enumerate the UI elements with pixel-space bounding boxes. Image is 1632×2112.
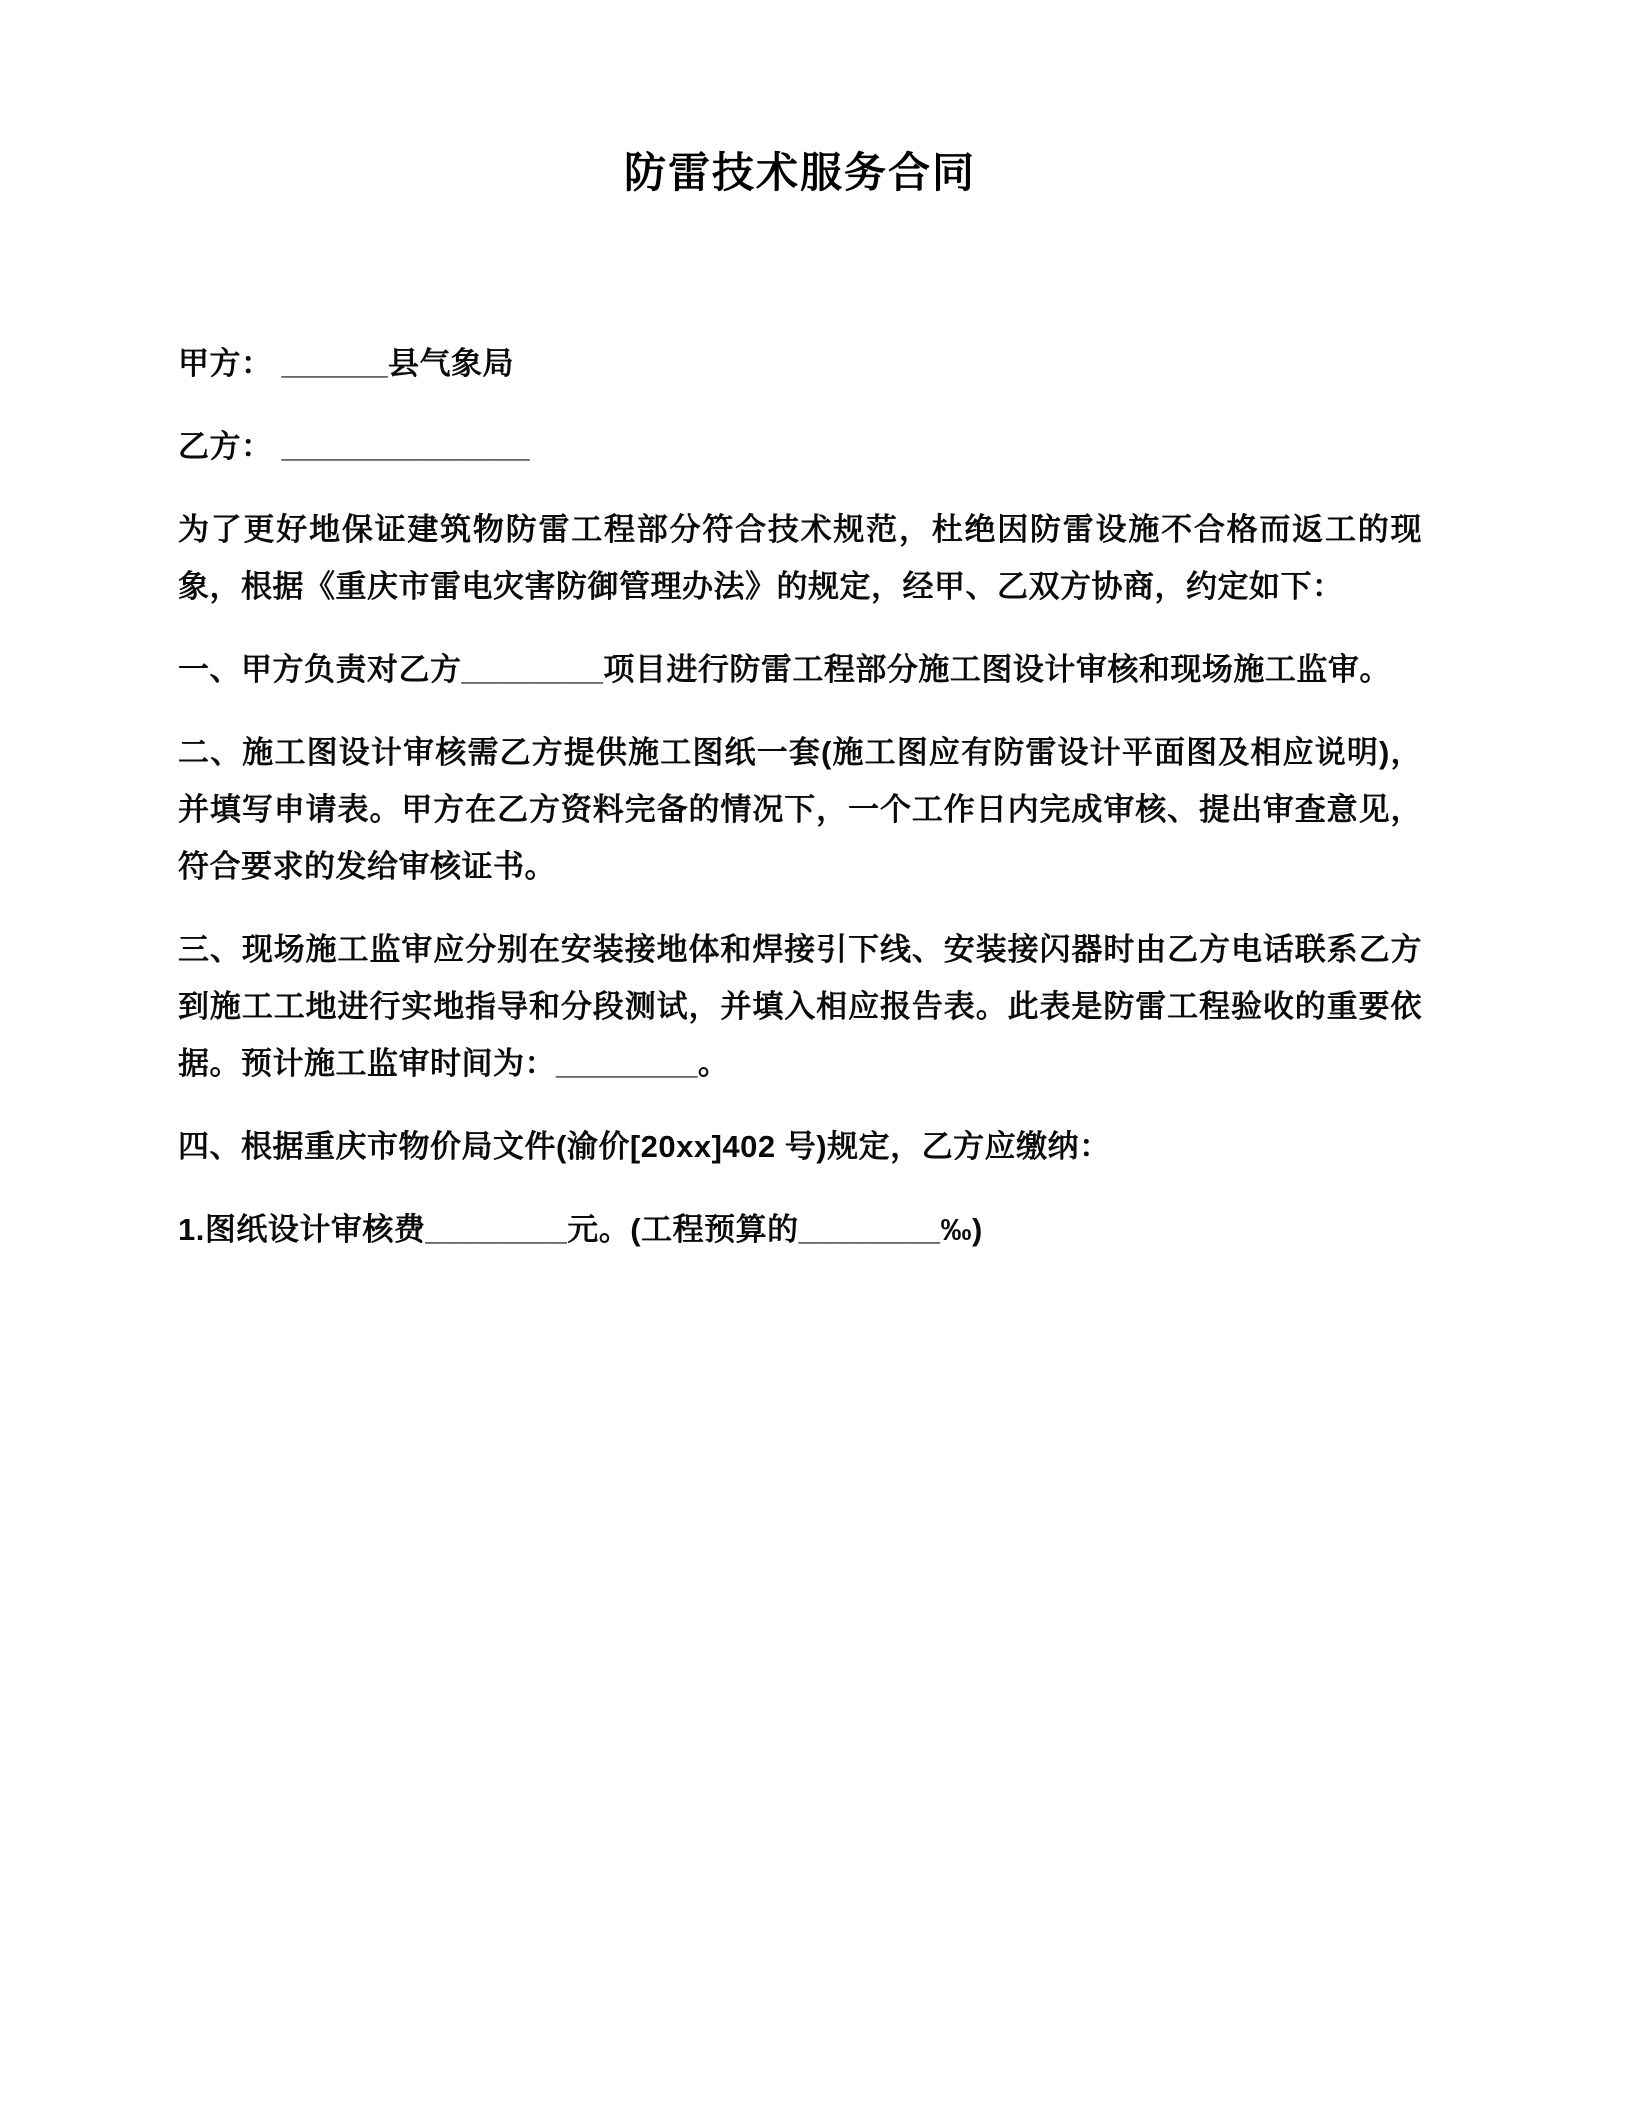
- document-title: 防雷技术服务合同: [623, 149, 976, 196]
- party-a-line: 甲方： ______县气象局: [178, 346, 515, 381]
- clause-3-paragraph: 三、现场施工监审应分别在安装接地体和焊接引下线、安装接闪器时由乙方电话联系乙方到施工工地进行实地指导和分段测试，并填入相应报告表。此表是防雷工程验收的重要依据。预计施工监审时间为：________。: [178, 932, 1422, 1081]
- clause-1-paragraph: 一、甲方负责对乙方________项目进行防雷工程部分施工图设计审核和现场施工监审。: [178, 652, 1391, 687]
- document-body: [178, 335, 1422, 1258]
- fee-item-1-paragraph: 1.图纸设计审核费________元。(工程预算的________‰): [178, 1212, 983, 1247]
- preamble-paragraph: 为了更好地保证建筑物防雷工程部分符合技术规范，杜绝因防雷设施不合格而返工的现象，根据《重庆市雷电灾害防御管理办法》的规定，经甲、乙双方协商，约定如下：: [178, 512, 1422, 604]
- clause-2-paragraph: 二、施工图设计审核需乙方提供施工图纸一套(施工图应有防雷设计平面图及相应说明)，并填写申请表。甲方在乙方资料完备的情况下，一个工作日内完成审核、提出审查意见，符合要求的发给审核证书。: [178, 735, 1422, 884]
- clause-4-paragraph: 四、根据重庆市物价局文件(渝价[20xx]402 号)规定，乙方应缴纳：: [178, 1129, 1111, 1164]
- party-b-line: 乙方： ______________: [178, 429, 530, 464]
